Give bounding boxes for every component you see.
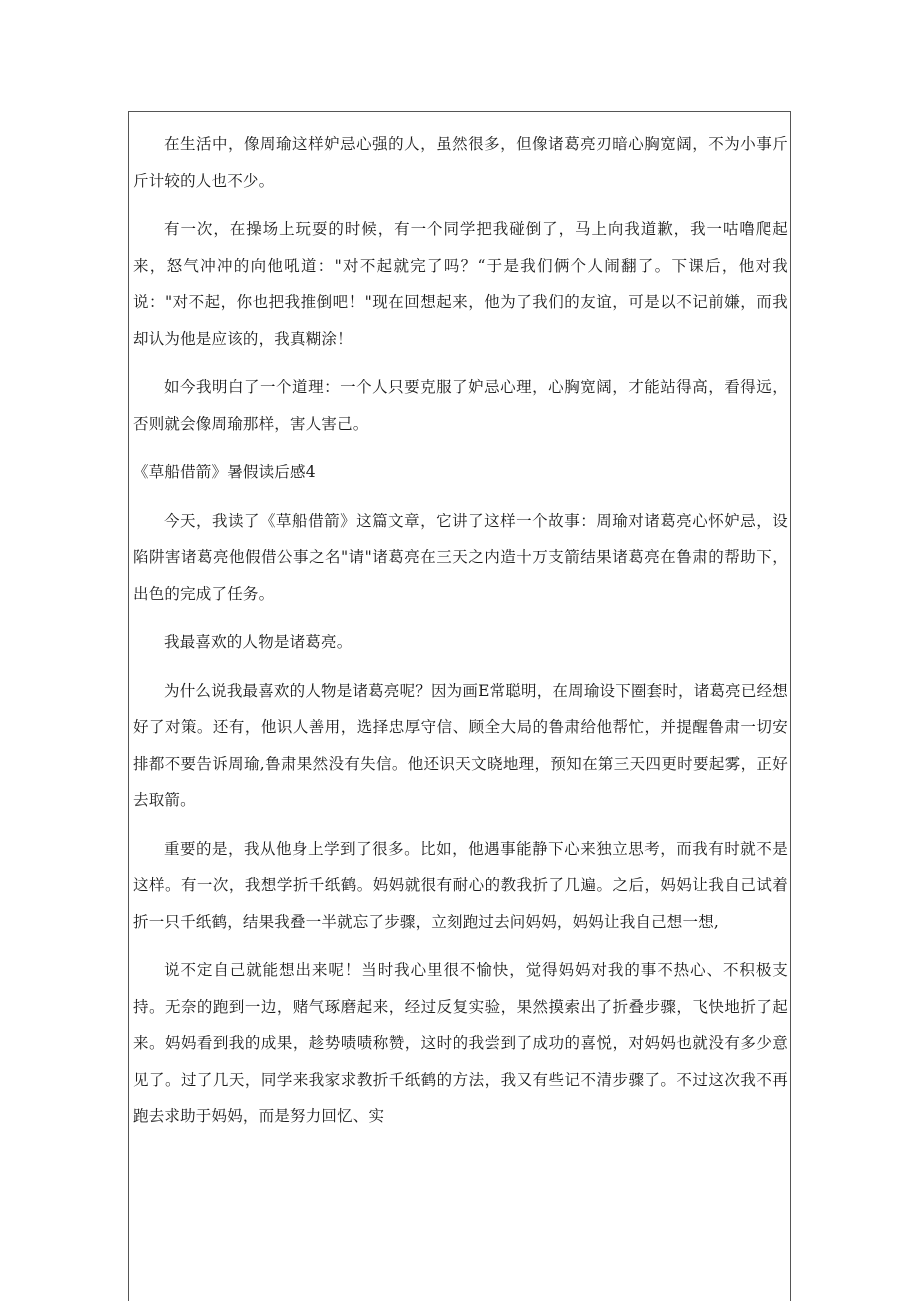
paragraph: 为什么说我最喜欢的人物是诸葛亮呢？因为画E常聪明，在周瑜设下圈套时，诸葛亮已经想好了对策。还有，他识人善用，选择忠厚守信、顾全大局的鲁肃给他帮忙，并提醒鲁肃一切安排都不要告诉周瑜,鲁肃果然没有失信。他还识天文晓地理，预知在第三天四更时要起雾，正好去取箭。: [133, 681, 788, 809]
paragraph: 重要的是，我从他身上学到了很多。比如，他遇事能静下心来独立思考，而我有时就不是这样。有一次，我想学折千纸鹤。妈妈就很有耐心的教我折了几遍。之后，妈妈让我自己试着折一只千纸鹤，结果我叠一半就忘了步骤，立刻跑过去问妈妈，妈妈让我自己想一想,: [133, 839, 788, 931]
paragraph: 说不定自己就能想出来呢！当时我心里很不愉快，觉得妈妈对我的事不热心、不积极支持。无奈的跑到一边，赌气琢磨起来，经过反复实验，果然摸索出了折叠步骤，飞快地折了起来。妈妈看到我的成果，趁势啧啧称赞，这时的我尝到了成功的喜悦，对妈妈也就没有多少意见了。过了几天，同学来我家求教折千纸鹤的方法，我又有些记不清步骤了。不过这次我不再跑去求助于妈妈，而是努力回忆、实: [133, 961, 788, 1125]
section-heading: 《草船借箭》暑假读后感4: [133, 463, 316, 481]
paragraph: 如今我明白了一个道理：一个人只要克服了妒忌心理，心胸宽阔，才能站得高，看得远，否则就会像周瑜那样，害人害己。: [133, 378, 788, 433]
paragraph: 今天，我读了《草船借箭》这篇文章，它讲了这样一个故事：周瑜对诸葛亮心怀妒忌，设陷阱害诸葛亮他假借公事之名"请"诸葛亮在三天之内造十万支箭结果诸葛亮在鲁肃的帮助下，出色的完成了任务。: [133, 511, 788, 603]
paragraph: 我最喜欢的人物是诸葛亮。: [164, 633, 353, 651]
paragraph: 在生活中，像周瑜这样妒忌心强的人，虽然很多，但像诸葛亮刃暗心胸宽阔，不为小事斤斤计较的人也不少。: [133, 135, 788, 190]
paragraph: 有一次，在操场上玩耍的时候，有一个同学把我碰倒了，马上向我道歉，我一咕噜爬起来，怒气冲冲的向他吼道："对不起就完了吗？“于是我们俩个人闹翻了。下课后，他对我说："对不起，你也把我推倒吧！"现在回想起来，他为了我们的友谊，可是以不记前嫌，而我却认为他是应该的，我真糊涂！: [133, 220, 788, 348]
document-body: [133, 126, 788, 1147]
